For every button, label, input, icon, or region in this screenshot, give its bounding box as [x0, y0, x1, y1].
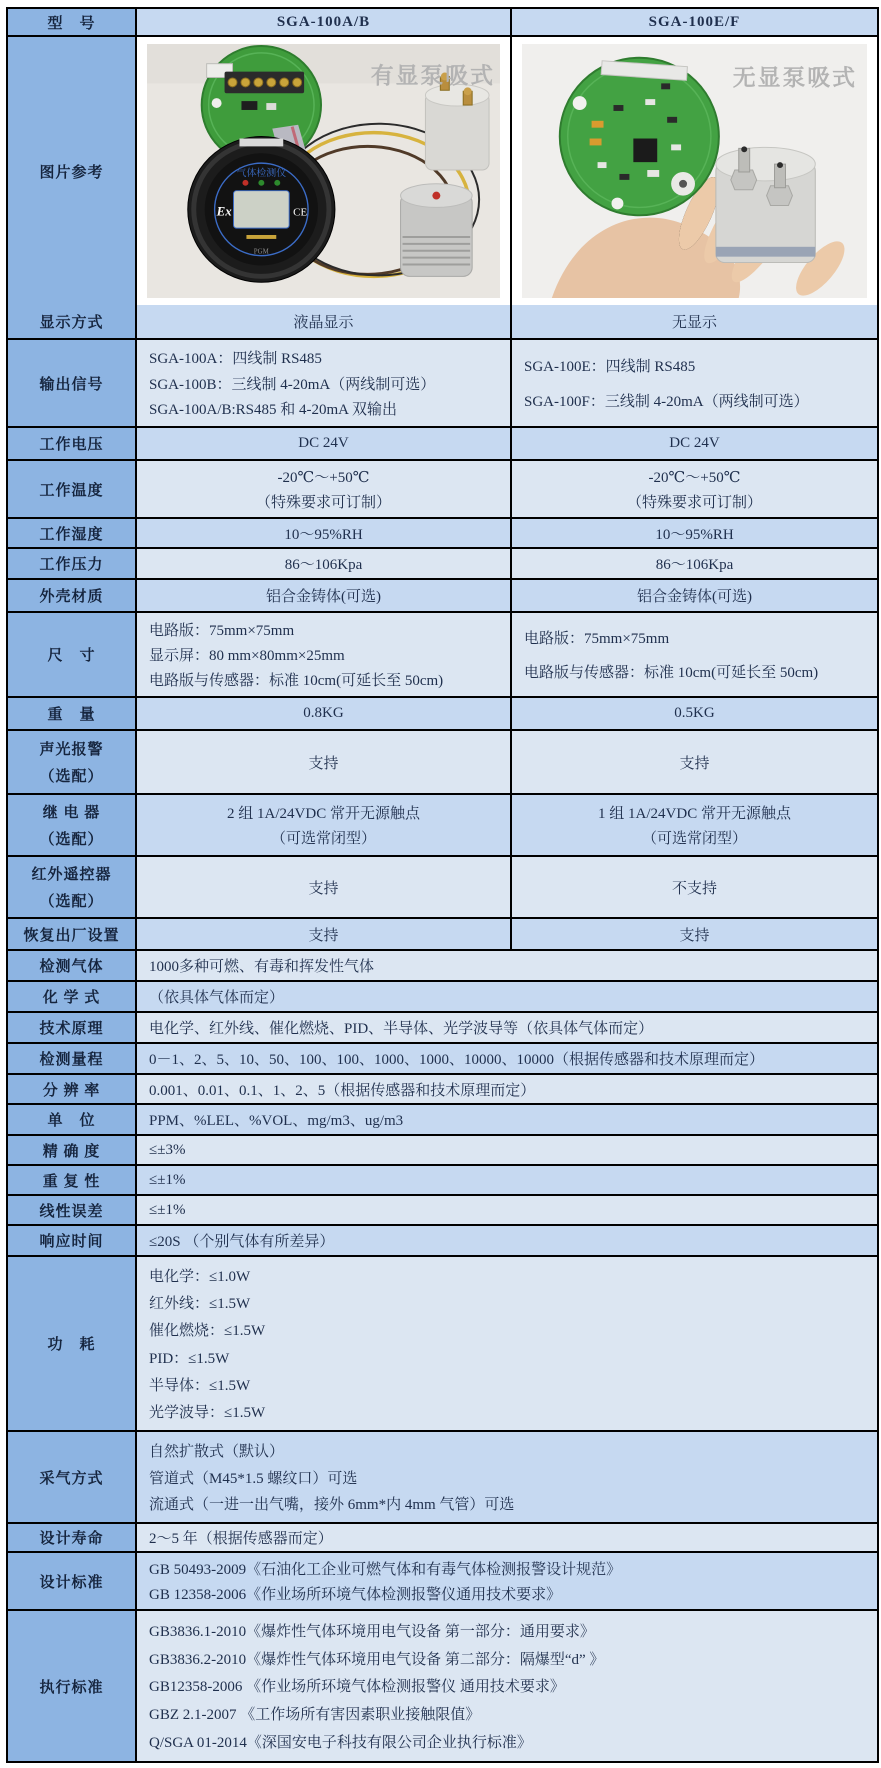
row-audible-visual-alarm: [8, 729, 877, 793]
cell-text: （特殊要求可订制）: [626, 494, 762, 511]
cell-weight-col1: [137, 698, 512, 729]
cell-text: 支持: [308, 880, 339, 897]
row-resolution: [8, 1073, 877, 1103]
cell-text: GB 50493-2009《石油化工企业可燃气体和有毒气体检测报警设计规范》: [149, 1562, 622, 1579]
row-label-text: 工作电压: [39, 437, 104, 453]
row-label-accuracy: [8, 1136, 137, 1164]
row-label-power-consumption: [8, 1257, 137, 1430]
row-label-text: 重 复 性: [42, 1173, 101, 1190]
gauge-sticker: [239, 139, 283, 147]
cell-text: GB3836.2-2010《爆炸性气体环境用电气设备 第二部分：隔爆型“d” 》: [149, 1651, 605, 1668]
row-label-display-mode: [8, 305, 137, 338]
row-repeatability: [8, 1164, 877, 1194]
cell-text: 86～106Kpa: [655, 557, 734, 573]
row-technical-principle: [8, 1011, 877, 1042]
row-unit: [8, 1103, 877, 1134]
cell-text: 电路版与传感器：标准 10cm(可延长至 50cm): [149, 673, 444, 689]
cell-text: DC 24V: [669, 435, 720, 451]
cell-text: ≤±1%: [149, 1171, 186, 1188]
cell-text: SGA-100E：四线制 RS485: [524, 359, 696, 376]
row-label-text: （选配）: [39, 894, 104, 910]
cell-relay-col1: [137, 795, 512, 855]
cell-audible-visual-alarm-col1: [137, 731, 512, 793]
row-detection-range: [8, 1042, 877, 1073]
row-label-text: 响应时间: [39, 1234, 104, 1250]
row-label-text: 单 位: [47, 1113, 96, 1129]
watermark-left: 有显泵吸式: [370, 63, 496, 89]
cell-detected-gas: [137, 951, 877, 980]
row-detected-gas: [8, 949, 877, 980]
cell-linearity-error: [137, 1196, 877, 1224]
row-shell-material: [8, 578, 877, 611]
row-label-text: 重 量: [47, 707, 96, 723]
row-label-text: 检测气体: [39, 959, 104, 975]
row-working-voltage: [8, 426, 877, 459]
cell-working-temperature-col1: [137, 461, 512, 517]
cell-text: 电化学：≤1.0W: [149, 1269, 251, 1286]
cell-text: 0.8KG: [303, 705, 344, 721]
cell-text: 0.001、0.01、0.1、1、2、5（根据传感器和技术原理而定）: [149, 1082, 536, 1099]
cell-text: SGA-100A：四线制 RS485: [149, 350, 322, 367]
cell-text: PPM、%LEL、%VOL、mg/m3、ug/m3: [149, 1113, 404, 1129]
row-label-unit: [8, 1105, 137, 1134]
row-label-text: 声光报警: [39, 741, 104, 758]
cell-response-time: [137, 1226, 877, 1255]
cell-design-life: [137, 1524, 877, 1551]
cell-working-pressure-col1: [137, 549, 512, 578]
row-label-text: 设计寿命: [39, 1531, 104, 1547]
cell-text: 电路版：75mm×75mm: [149, 623, 295, 639]
cell-text: GB3836.1-2010《爆炸性气体环境用电气设备 第一部分：通用要求》: [149, 1623, 595, 1640]
row-label-text: 技术原理: [39, 1021, 104, 1037]
cell-audible-visual-alarm-col2: [512, 731, 877, 793]
cell-accuracy: [137, 1136, 877, 1164]
cell-text: 支持: [679, 755, 710, 772]
cell-text: -20℃～+50℃: [277, 470, 370, 487]
row-label-detected-gas: [8, 951, 137, 980]
cell-text: SGA-100B：三线制 4-20mA（两线制可选）: [149, 376, 436, 393]
sensor-cylinder-illustration: [716, 146, 815, 262]
cell-dimensions-col1: [137, 613, 512, 696]
cell-ir-remote-col1: [137, 857, 512, 917]
row-display-mode: [8, 305, 877, 338]
row-label-text: 型 号: [47, 15, 96, 32]
cell-output-signal-col1: [137, 340, 512, 426]
row-chemical-formula: [8, 980, 877, 1011]
spec-rows: [8, 305, 877, 1761]
cell-factory-reset-col2: [512, 919, 877, 949]
row-label-relay: [8, 795, 137, 855]
row-label-text: 输出信号: [39, 376, 104, 393]
cell-text: 不支持: [671, 880, 717, 897]
row-label-design-standards: [8, 1553, 137, 1609]
row-label-text: 线性误差: [39, 1203, 104, 1220]
cell-text: 铝合金铸体(可选): [637, 589, 752, 605]
row-label-chemical-formula: [8, 982, 137, 1011]
cell-text: ≤20S （个别气体有所差异）: [149, 1234, 335, 1250]
row-label-text: 精 确 度: [42, 1143, 101, 1160]
cell-text: GBZ 2.1-2007 《工作场所有害因素职业接触限值》: [149, 1707, 481, 1724]
row-label-text: 图片参考: [39, 164, 104, 181]
cell-resolution: [137, 1075, 877, 1103]
product-photo-right: [522, 44, 867, 298]
row-response-time: [8, 1224, 877, 1255]
cell-text: 光学波导：≤1.5W: [149, 1404, 266, 1421]
row-factory-reset: [8, 917, 877, 949]
row-label-working-voltage: [8, 428, 137, 459]
row-label-technical-principle: [8, 1013, 137, 1042]
row-label-text: 执行标准: [39, 1679, 104, 1696]
row-label-repeatability: [8, 1166, 137, 1194]
cell-text: 10～95%RH: [655, 526, 734, 543]
row-ir-remote: [8, 855, 877, 917]
cell-working-pressure-col2: [512, 549, 877, 578]
cell-text: （依具体气体而定）: [149, 990, 285, 1006]
model-name-left: SGA-100A/B: [276, 13, 371, 30]
cell-text: GB12358-2006 《作业场所环境气体检测报警仪 通用技术要求》: [149, 1679, 565, 1696]
cell-working-temperature-col2: [512, 461, 877, 517]
row-label-working-humidity: [8, 519, 137, 547]
cell-text: （可选常闭型）: [641, 831, 747, 848]
row-label-executive-standards: [8, 1611, 137, 1761]
cell-weight-col2: [512, 698, 877, 729]
row-label-text: 检测量程: [39, 1052, 104, 1068]
row-label-text: 显示方式: [39, 315, 104, 331]
row-label-detection-range: [8, 1044, 137, 1073]
row-output-signal: [8, 338, 877, 426]
cell-text: SGA-100F：三线制 4-20mA（两线制可选）: [524, 393, 809, 410]
cell-text: 10～95%RH: [284, 526, 363, 543]
row-label-working-pressure: [8, 549, 137, 578]
cell-factory-reset-col1: [137, 919, 512, 949]
photos-label: [8, 37, 137, 305]
cell-text: 电路版与传感器：标准 10cm(可延长至 50cm): [524, 664, 819, 681]
cell-display-mode-col2: [512, 305, 877, 338]
cell-text: 半导体：≤1.5W: [149, 1377, 251, 1394]
row-design-life: [8, 1522, 877, 1551]
row-relay: [8, 793, 877, 855]
cell-working-voltage-col1: [137, 428, 512, 459]
lcd-gauge-illustration: [188, 137, 335, 283]
spec-table: [6, 7, 879, 1763]
model-col1: [137, 9, 512, 35]
cell-detection-range: [137, 1044, 877, 1073]
row-label-ir-remote: [8, 857, 137, 917]
row-label-text: 恢复出厂设置: [23, 927, 120, 944]
cell-text: 86～106Kpa: [284, 557, 363, 573]
product-photo-left-cell: [137, 37, 512, 305]
cell-text: 0－1、2、5、10、50、100、100、1000、1000、10000、10000（根据传感器和技术原理而定）: [149, 1052, 765, 1068]
cell-power-consumption: [137, 1257, 877, 1430]
cell-text: 显示屏：80 mm×80mm×25mm: [149, 648, 345, 664]
row-label-output-signal: [8, 340, 137, 426]
cell-text: DC 24V: [298, 435, 349, 451]
cell-text: 0.5KG: [674, 705, 715, 721]
cell-text: 铝合金铸体(可选): [266, 589, 381, 605]
cell-gas-sampling: [137, 1432, 877, 1522]
cell-text: 2 组 1A/24VDC 常开无源触点: [227, 805, 420, 822]
cell-dimensions-col2: [512, 613, 877, 696]
row-label-text: 尺 寸: [47, 648, 96, 664]
model-name-right: SGA-100E/F: [648, 13, 741, 30]
cell-text: （特殊要求可订制）: [255, 494, 391, 511]
row-label-shell-material: [8, 580, 137, 611]
row-label-audible-visual-alarm: [8, 731, 137, 793]
cell-text: 电路版：75mm×75mm: [524, 631, 670, 648]
cell-shell-material-col2: [512, 580, 877, 611]
row-label-text: 工作温度: [39, 482, 104, 499]
cell-working-humidity-col2: [512, 519, 877, 547]
cell-unit: [137, 1105, 877, 1134]
cell-text: ≤±1%: [149, 1201, 186, 1218]
row-linearity-error: [8, 1194, 877, 1224]
cell-text: 电化学、红外线、催化燃烧、PID、半导体、光学波导等（依具体气体而定）: [149, 1021, 654, 1037]
row-label-working-temperature: [8, 461, 137, 517]
cell-text: SGA-100A/B:RS485 和 4-20mA 双输出: [149, 402, 397, 419]
model-col2: [512, 9, 877, 35]
row-label-gas-sampling: [8, 1432, 137, 1522]
row-label-resolution: [8, 1075, 137, 1103]
row-power-consumption: [8, 1255, 877, 1430]
row-label-text: 采气方式: [39, 1470, 104, 1487]
cell-text: GB 12358-2006《作业场所环境气体检测报警仪通用技术要求》: [149, 1586, 562, 1603]
row-label-text: 化 学 式: [42, 990, 101, 1006]
row-label-text: 红外遥控器: [31, 867, 112, 883]
cell-text: PID：≤1.5W: [149, 1350, 230, 1367]
row-gas-sampling: [8, 1430, 877, 1522]
sensor-cylinder-illustration: [401, 184, 473, 277]
model-header-label: [8, 9, 137, 35]
cell-working-voltage-col2: [512, 428, 877, 459]
gauge-title-text: 气体检测仪: [236, 167, 287, 179]
cell-chemical-formula: [137, 982, 877, 1011]
cell-text: 2～5 年（根据传感器而定）: [149, 1531, 333, 1547]
row-label-dimensions: [8, 613, 137, 696]
gauge-pgm-label: PGM: [253, 248, 269, 256]
row-working-pressure: [8, 547, 877, 578]
watermark-right: 无显泵吸式: [732, 65, 858, 91]
cell-executive-standards: [137, 1611, 877, 1761]
cell-text: 管道式（M45*1.5 螺纹口）可选: [149, 1470, 358, 1487]
row-label-text: 工作湿度: [39, 526, 104, 543]
row-design-standards: [8, 1551, 877, 1609]
cell-text: 催化燃烧：≤1.5W: [149, 1323, 266, 1340]
row-label-weight: [8, 698, 137, 729]
row-label-text: 功 耗: [47, 1337, 96, 1353]
cell-text: 流通式（一进一出气嘴，接外 6mm*内 4mm 气管）可选: [149, 1497, 515, 1514]
cell-relay-col2: [512, 795, 877, 855]
cell-text: Q/SGA 01-2014《深国安电子科技有限公司企业执行标准》: [149, 1735, 532, 1752]
cell-text: ≤±3%: [149, 1141, 186, 1158]
row-label-text: 继 电 器: [42, 805, 101, 821]
cell-output-signal-col2: [512, 340, 877, 426]
cell-working-humidity-col1: [137, 519, 512, 547]
product-photo-right-illustration: [522, 44, 867, 298]
cell-text: 自然扩散式（默认）: [149, 1443, 285, 1460]
cell-ir-remote-col2: [512, 857, 877, 917]
row-label-text: （选配）: [39, 769, 104, 786]
row-label-linearity-error: [8, 1196, 137, 1224]
row-dimensions: [8, 611, 877, 696]
row-label-text: 外壳材质: [39, 589, 104, 605]
cell-technical-principle: [137, 1013, 877, 1042]
cell-text: 1 组 1A/24VDC 常开无源触点: [598, 805, 791, 822]
cell-text: 支持: [308, 755, 339, 772]
row-working-humidity: [8, 517, 877, 547]
cell-display-mode-col1: [137, 305, 512, 338]
row-label-text: 分 辨 率: [42, 1082, 101, 1099]
cell-repeatability: [137, 1166, 877, 1194]
cell-text: 无显示: [671, 315, 717, 331]
cell-text: 支持: [679, 927, 710, 944]
cell-text: 液晶显示: [293, 315, 354, 331]
product-photo-left-illustration: [147, 44, 500, 298]
cell-text: 支持: [308, 927, 339, 944]
row-label-text: 工作压力: [39, 557, 104, 573]
row-executive-standards: [8, 1609, 877, 1761]
row-label-factory-reset: [8, 919, 137, 949]
cell-text: 1000多种可燃、有毒和挥发性气体: [149, 959, 375, 975]
sensor-red-dot: [432, 192, 440, 200]
gauge-ex-mark: Ex: [216, 204, 232, 219]
product-photo-right-cell: [512, 37, 877, 305]
row-model-header: [8, 9, 877, 35]
row-working-temperature: [8, 459, 877, 517]
product-photo-left: [147, 44, 500, 298]
cell-text: 红外线：≤1.5W: [149, 1296, 251, 1313]
row-label-text: 设计标准: [39, 1574, 104, 1591]
cell-text: （可选常闭型）: [270, 831, 376, 848]
gauge-ce-mark: CE: [293, 206, 308, 219]
row-label-design-life: [8, 1524, 137, 1551]
row-label-text: （选配）: [39, 832, 104, 848]
cell-text: -20℃～+50℃: [648, 470, 741, 487]
row-accuracy: [8, 1134, 877, 1164]
row-photos: [8, 35, 877, 305]
row-label-response-time: [8, 1226, 137, 1255]
row-weight: [8, 696, 877, 729]
cell-design-standards: [137, 1553, 877, 1609]
cell-shell-material-col1: [137, 580, 512, 611]
